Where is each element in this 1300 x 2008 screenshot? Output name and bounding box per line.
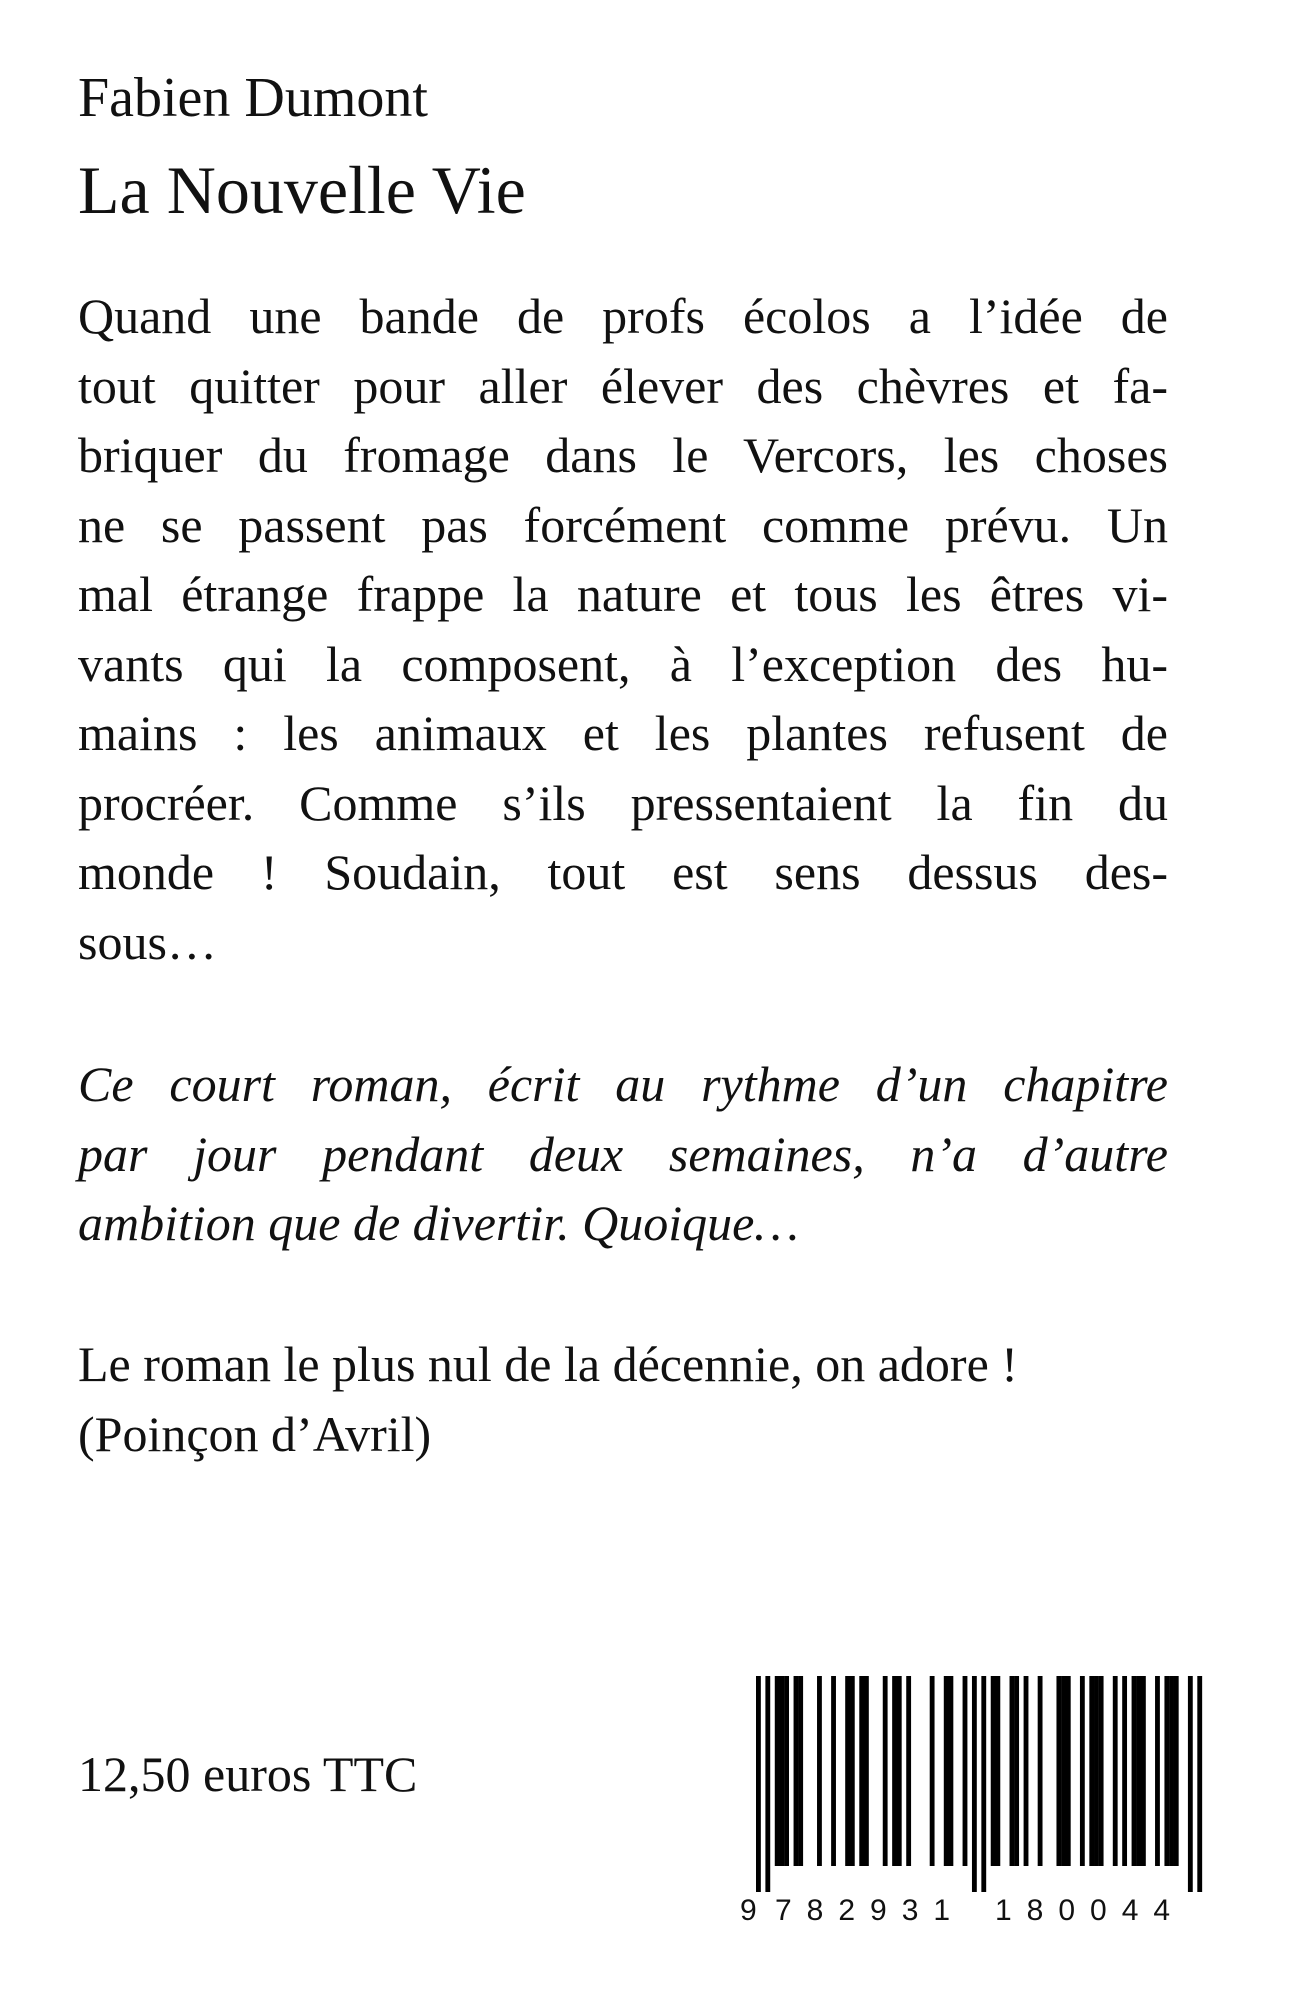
barcode-bar [1024, 1676, 1029, 1866]
barcode-bar [897, 1676, 902, 1866]
review-source: (Poinçon d’Avril) [78, 1405, 432, 1462]
barcode-bars [744, 1676, 1214, 1892]
blurb-line: tout quitter pour aller élever des chèvres et fa- [78, 357, 1168, 414]
blurb-line: Quand une bande de profs écolos a l’idée de [78, 288, 1168, 344]
author-name: Fabien Dumont [78, 67, 428, 129]
barcode-bar [1113, 1676, 1118, 1866]
barcode-bar [1132, 1676, 1137, 1866]
barcode-bar [756, 1676, 761, 1892]
review-quote: Le roman le plus nul de la décennie, on adore ! [78, 1336, 1018, 1392]
blurb-line: procréer. Comme s’ils pressentaient la fin du [78, 774, 1168, 831]
book-title: La Nouvelle Vie [78, 152, 526, 228]
isbn-barcode [744, 1676, 1214, 1892]
barcode-bar [1197, 1676, 1202, 1892]
press-review [78, 1330, 1018, 1469]
barcode-bar [1155, 1676, 1160, 1866]
barcode-bar [779, 1676, 784, 1866]
barcode-bar [1164, 1676, 1169, 1866]
barcode-bar [892, 1676, 897, 1866]
barcode-bar [930, 1676, 935, 1866]
barcode-bar [948, 1676, 953, 1866]
barcode-bar [784, 1676, 789, 1866]
barcode-bar [1169, 1676, 1174, 1866]
barcode-bar [1061, 1676, 1066, 1866]
barcode-digits [740, 1894, 1214, 1928]
note-line: ambition que de divertir. Quoique… [78, 1195, 799, 1251]
barcode-bar [1188, 1676, 1193, 1892]
barcode-bar [1174, 1676, 1179, 1866]
author-note [78, 1050, 1168, 1259]
barcode-first-digit: 9 [740, 1894, 757, 1927]
blurb-line: sous… [78, 913, 217, 970]
barcode-bar [944, 1676, 949, 1866]
blurb-line: ne se passent pas forcément comme prévu. Un [78, 496, 1168, 553]
barcode-bar [883, 1676, 888, 1866]
blurb-line: vants qui la composent, à l’exception des hu- [78, 635, 1168, 692]
blurb-line: monde ! Soudain, tout est sens dessus des- [78, 844, 1168, 900]
barcode-bar [1089, 1676, 1094, 1866]
note-line: Ce court roman, écrit au rythme d’un chapitre [78, 1056, 1168, 1112]
barcode-bar [1136, 1676, 1141, 1866]
blurb-line: mal étrange frappe la nature et tous les êtres vi- [78, 566, 1168, 622]
barcode-bar [1056, 1676, 1061, 1866]
barcode-right-digits: 1 8 0 0 4 4 [995, 1894, 1171, 1927]
barcode-bar [798, 1676, 803, 1866]
barcode-left-digits: 7 8 2 9 3 1 [775, 1894, 951, 1927]
barcode-bar [845, 1676, 850, 1866]
barcode-bar [817, 1676, 822, 1866]
barcode-bar [794, 1676, 799, 1866]
barcode-bar [1099, 1676, 1104, 1866]
barcode-bar [765, 1676, 770, 1892]
barcode-bar [1122, 1676, 1127, 1866]
barcode-bar [864, 1676, 869, 1866]
barcode-bar [1141, 1676, 1146, 1866]
barcode-bar [981, 1676, 986, 1892]
barcode-bar [991, 1676, 996, 1866]
barcode-bar [1094, 1676, 1099, 1866]
barcode-bar [1014, 1676, 1019, 1866]
barcode-bar [972, 1676, 977, 1892]
barcode-bar [906, 1676, 911, 1866]
blurb-paragraph [78, 282, 1168, 977]
barcode-bar [1010, 1676, 1015, 1866]
barcode-bar [831, 1676, 836, 1866]
blurb-line: briquer du fromage dans le Vercors, les choses [78, 427, 1168, 483]
note-line: par jour pendant deux semaines, n’a d’autre [78, 1125, 1168, 1182]
barcode-bar [1066, 1676, 1071, 1866]
barcode-bar [859, 1676, 864, 1866]
barcode-bar [963, 1676, 968, 1866]
blurb-line: mains : les animaux et les plantes refusent de [78, 705, 1168, 761]
barcode-bar [995, 1676, 1000, 1866]
barcode-bar [1038, 1676, 1043, 1866]
barcode-bar [850, 1676, 855, 1866]
barcode-bar [775, 1676, 780, 1866]
price-label: 12,50 euros TTC [78, 1746, 418, 1802]
barcode-bar [1080, 1676, 1085, 1866]
